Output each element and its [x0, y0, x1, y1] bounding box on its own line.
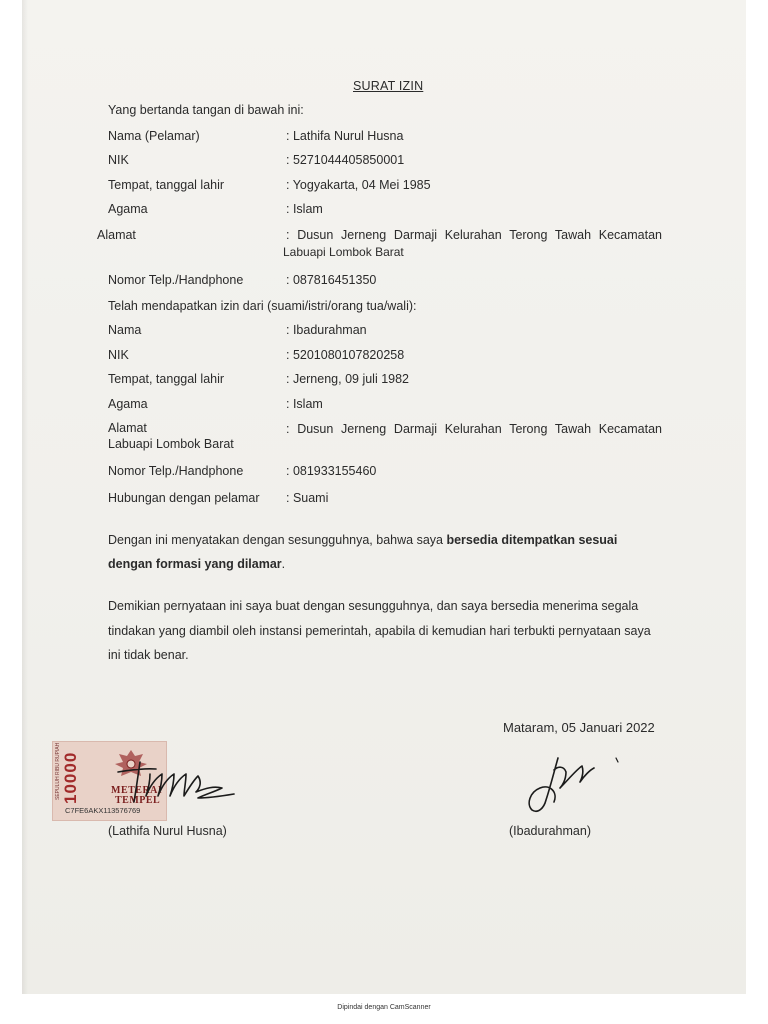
applicant-birth-value: : Yogyakarta, 04 Mei 1985 [286, 178, 431, 192]
closing-line-3: ini tidak benar. [108, 648, 189, 662]
permission-intro: Telah mendapatkan izin dari (suami/istri/orang tua/wali): [108, 299, 417, 313]
applicant-religion-value: : Islam [286, 202, 323, 216]
guardian-signer-name: (Ibadurahman) [509, 824, 591, 838]
guardian-nik-value: : 5201080107820258 [286, 348, 405, 362]
scanner-footer: Dipindai dengan CamScanner [337, 1004, 431, 1011]
document-title: SURAT IZIN [353, 79, 424, 93]
statement-text: Dengan ini menyatakan dengan sesungguhnya, bahwa saya [108, 533, 447, 547]
applicant-phone-value: : 087816451350 [286, 273, 377, 287]
statement-line-2 [108, 555, 285, 573]
guardian-relation-label: Hubungan dengan pelamar [108, 491, 260, 505]
guardian-name-value: : Ibadurahman [286, 323, 367, 337]
applicant-nik-label: NIK [108, 153, 129, 167]
guardian-birth-value: : Jerneng, 09 juli 1982 [286, 372, 410, 386]
stamp-value: 10000 [61, 751, 80, 804]
statement-bold-1: bersedia ditempatkan sesuai [446, 533, 618, 547]
applicant-address-line1: : Dusun Jerneng Darmaji Kelurahan Terong Tawah Kecamatan [286, 228, 662, 242]
applicant-signature [110, 752, 240, 812]
closing-line-2: tindakan yang diambil oleh instansi pemerintah, apabila di kemudian hari terbukti pernyataan saya [108, 624, 651, 638]
guardian-religion-value: : Islam [286, 397, 323, 411]
applicant-address-label: Alamat [97, 228, 136, 242]
guardian-nik-label: NIK [108, 348, 129, 362]
applicant-nik-value: : 5271044405850001 [286, 153, 405, 167]
applicant-phone-label: Nomor Telp./Handphone [108, 273, 244, 287]
closing-line-1: Demikian pernyataan ini saya buat dengan sesungguhnya, dan saya bersedia menerima segala [108, 599, 639, 613]
stamp-side-text: SEPULUH RIBU RUPIAH [55, 742, 61, 800]
stamp-label-1: METERAI [111, 785, 163, 796]
guardian-phone-label: Nomor Telp./Handphone [108, 464, 244, 478]
guardian-address-label: Alamat [108, 421, 147, 435]
statement-line-1 [108, 531, 617, 549]
guardian-signature [524, 752, 634, 824]
guardian-address-line1: : Dusun Jerneng Darmaji Kelurahan Terong Tawah Kecamatan [286, 422, 662, 436]
applicant-signer-name: (Lathifa Nurul Husna) [108, 824, 227, 838]
intro-text: Yang bertanda tangan di bawah ini: [108, 103, 304, 117]
guardian-relation-value: : Suami [286, 491, 329, 505]
guardian-birth-label: Tempat, tanggal lahir [108, 372, 225, 386]
applicant-name-label: Nama (Pelamar) [108, 129, 200, 143]
place-date: Mataram, 05 Januari 2022 [503, 720, 655, 735]
applicant-name-value: : Lathifa Nurul Husna [286, 129, 404, 143]
statement-bold-2: dengan formasi yang dilamar [108, 557, 282, 571]
guardian-phone-value: : 081933155460 [286, 464, 377, 478]
applicant-address-line2: Labuapi Lombok Barat [283, 245, 404, 259]
stamp-serial: C7FE6AKX113576769 [65, 806, 141, 815]
stamp-label-2: TEMPEL [115, 795, 161, 806]
applicant-birth-label: Tempat, tanggal lahir [108, 178, 225, 192]
guardian-religion-label: Agama [108, 397, 148, 411]
statement-end: . [281, 557, 286, 571]
guardian-name-label: Nama [108, 323, 142, 337]
applicant-religion-label: Agama [108, 202, 148, 216]
guardian-address-line2: Labuapi Lombok Barat [108, 437, 234, 451]
